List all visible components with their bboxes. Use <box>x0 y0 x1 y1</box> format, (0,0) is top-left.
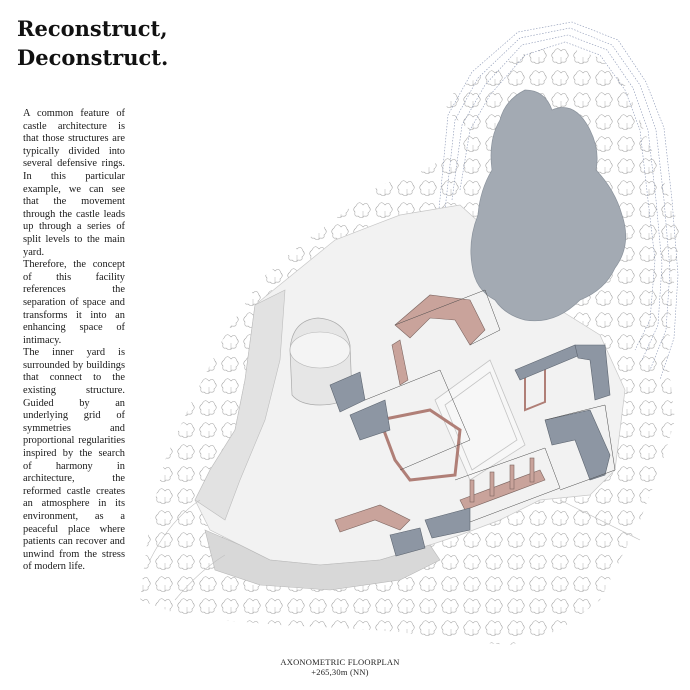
description-paragraph-1: A common feature of castle architecture is that those structures are typically divided into several defensive rings. In this particular example, we can see that the movement through the castle leads up through a series of split levels to the main yard. <box>23 108 125 258</box>
description-paragraph-2: Therefore, the concept of this facility references the separation of space and transforms it into an enhancing space of intimacy. <box>23 259 125 346</box>
caption-title: AXONOMETRIC FLOORPLAN <box>280 657 400 667</box>
title-line-1: Reconstruct, <box>17 16 168 41</box>
title-line-2: Deconstruct. <box>17 45 169 70</box>
caption-elevation: +265,30m (NN) <box>311 667 369 677</box>
drawing-caption <box>240 657 440 677</box>
description-paragraph-3: The inner yard is surrounded by buildings that connect to the existing structure. Guided by an underlying grid of symmetries and proportional regularities inspired by the search of harmony in architecture, the reformed castle creates an atmosphere in its environment, as a peaceful place where patients can recover and unwind from the stress of modern life. <box>23 347 125 573</box>
